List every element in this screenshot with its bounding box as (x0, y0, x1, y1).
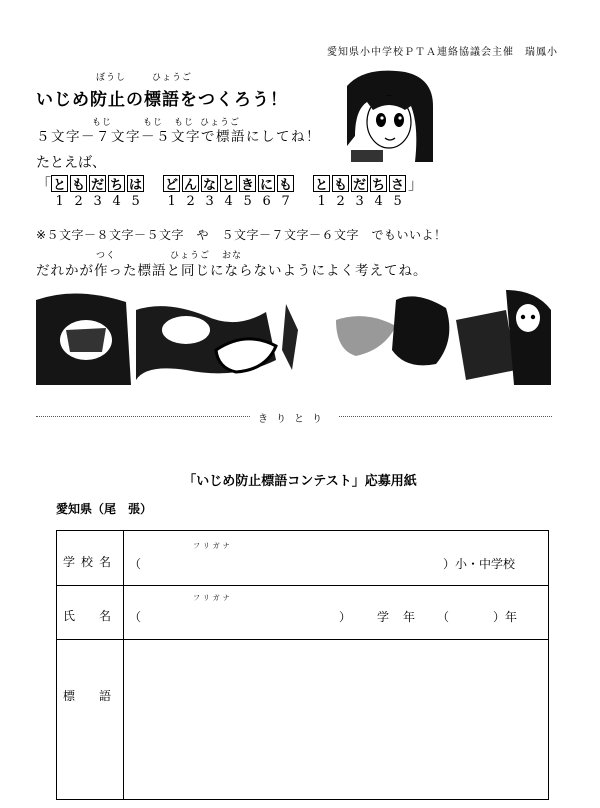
syllable-number: 1 (167, 194, 176, 209)
school-open-paren: （ (129, 557, 142, 571)
syllable-number: 1 (55, 194, 64, 209)
character-box: さ (389, 175, 406, 192)
syllable-number: 5 (131, 194, 140, 209)
character-box: ち (108, 175, 125, 192)
entry-form-table (56, 530, 549, 800)
syllable-number: 2 (336, 194, 345, 209)
alternative-note: ※５文字－８文字－５文字 や ５文字－７文字－６文字 でもいいよ！ (36, 228, 447, 242)
name-close-paren: ） (339, 610, 352, 624)
cut-label: きりとり (250, 414, 338, 425)
character-box: ど (163, 175, 180, 192)
student-name-field[interactable] (137, 599, 337, 629)
grade-open-paren: （ (437, 610, 450, 624)
close-quote: 」 (408, 174, 424, 193)
syllable-number: 5 (243, 194, 252, 209)
example-slogan (36, 170, 423, 196)
row-divider (57, 639, 548, 640)
syllable-number: 7 (281, 194, 290, 209)
example-group-2 (163, 175, 296, 192)
title-ruby: ひょうご (152, 73, 193, 83)
grade-field[interactable] (449, 599, 489, 629)
character-illustration (345, 66, 435, 164)
rule-ruby: ひょうご (200, 118, 241, 128)
title-ruby: ぼうし (96, 73, 127, 83)
school-name-field[interactable] (130, 545, 430, 575)
warning-text: だれかが作った標語と同じにならないようによく考えてね。 (36, 263, 428, 279)
form-title: 「いじめ防止標語コンテスト」応募用紙 (183, 474, 417, 489)
character-box: も (277, 175, 294, 192)
slogan-field[interactable] (129, 643, 541, 793)
character-box: は (127, 175, 144, 192)
example-group-1 (51, 175, 146, 192)
character-box: ち (370, 175, 387, 192)
syllable-number: 6 (262, 194, 271, 209)
grade-suffix: ）年 (493, 610, 518, 624)
syllable-number: 3 (93, 194, 102, 209)
prefecture-label: 愛知県（尾 張） (56, 502, 153, 516)
page-title: いじめ防止の標語をつくろう！ (36, 90, 288, 110)
name-furigana-label: フリガナ (193, 594, 233, 602)
name-open-paren: （ (129, 610, 142, 624)
warning-ruby: つく (96, 251, 117, 261)
syllable-number: 3 (355, 194, 364, 209)
character-box: も (70, 175, 87, 192)
character-box: だ (89, 175, 106, 192)
character-box: だ (351, 175, 368, 192)
warning-ruby: おな (222, 251, 243, 261)
open-quote: 「 (36, 174, 52, 193)
character-box: に (258, 175, 275, 192)
cut-line (36, 408, 552, 438)
student-name-label: 氏 名 (62, 609, 117, 623)
syllable-number: 5 (393, 194, 402, 209)
character-box: き (239, 175, 256, 192)
warning-ruby: ひょうご (170, 251, 211, 261)
character-box: ん (182, 175, 199, 192)
syllable-number: 3 (205, 194, 214, 209)
example-lead: たとえば、 (36, 155, 106, 171)
syllable-number: 4 (224, 194, 233, 209)
school-type-suffix: ）小・中学校 (443, 557, 516, 571)
character-box: と (313, 175, 330, 192)
rule-text: ５文字－７文字－５文字で標語にしてね！ (36, 129, 321, 145)
grade-label: 学年 (377, 610, 430, 624)
organizer-line: 愛知県小中学校ＰＴＡ連絡協議会主催 瑞鳳小 (327, 47, 558, 58)
example-group-3 (313, 175, 408, 192)
character-box: も (332, 175, 349, 192)
character-box: な (201, 175, 218, 192)
column-divider (123, 531, 124, 799)
illustration-band (36, 290, 556, 385)
slogan-label: 標 語 (62, 689, 117, 703)
row-divider (57, 585, 548, 586)
school-name-label: 学校名 (62, 555, 117, 569)
character-box: と (220, 175, 237, 192)
syllable-number: 4 (374, 194, 383, 209)
syllable-number: 2 (186, 194, 195, 209)
rule-ruby: もじ (174, 118, 195, 128)
school-furigana-label: フリガナ (193, 542, 233, 550)
syllable-numbers (36, 194, 496, 210)
syllable-number: 2 (74, 194, 83, 209)
character-box: と (51, 175, 68, 192)
rule-ruby: もじ (143, 118, 164, 128)
syllable-number: 4 (112, 194, 121, 209)
syllable-number: 1 (317, 194, 326, 209)
rule-ruby: もじ (92, 118, 113, 128)
